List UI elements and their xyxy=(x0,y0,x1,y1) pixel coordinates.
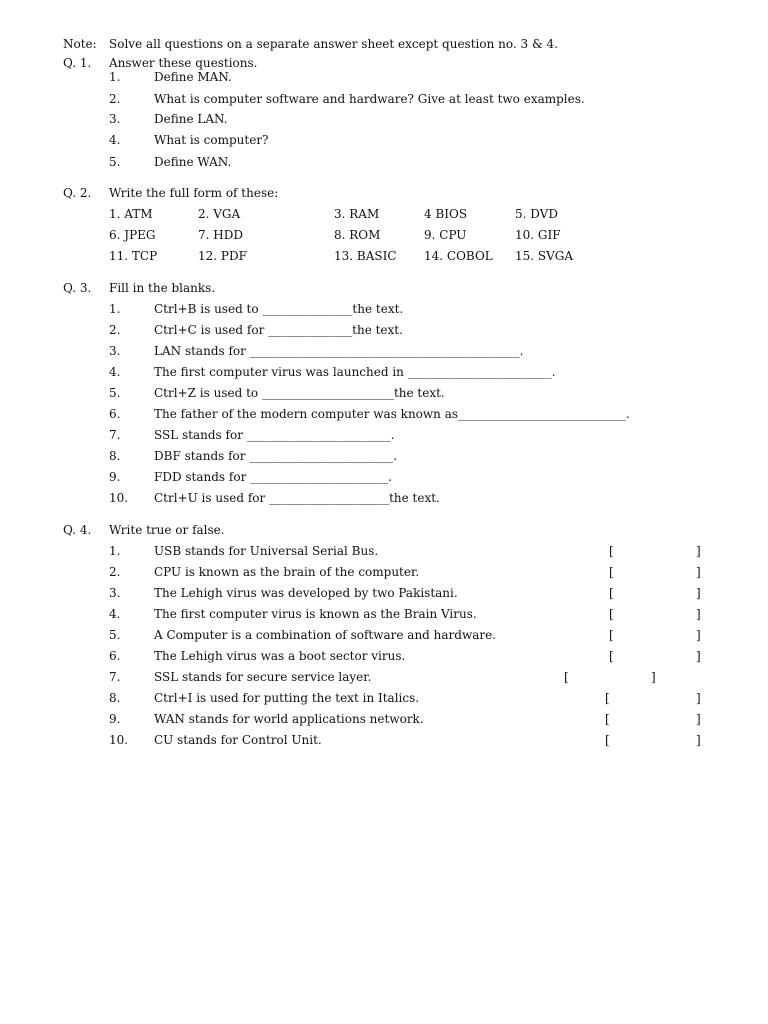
q4-item-number: 6. xyxy=(109,649,121,663)
answer-bracket-close: ] xyxy=(651,670,656,684)
q1-title: Answer these questions. xyxy=(109,56,258,70)
abbreviation-cell: 4 BIOS xyxy=(424,207,468,221)
answer-bracket-close: ] xyxy=(696,544,701,558)
q1-label: Q. 1. xyxy=(63,56,92,70)
q4-item-text: The Lehigh virus was developed by two Pakistani. xyxy=(154,586,458,600)
q1-item-text: What is computer? xyxy=(154,133,269,147)
q4-item-text: SSL stands for secure service layer. xyxy=(154,670,372,684)
answer-bracket-open: [ xyxy=(609,607,614,621)
abbreviation-cell: 3. RAM xyxy=(334,207,380,221)
q3-item-number: 7. xyxy=(109,428,121,442)
q3-item-number: 2. xyxy=(109,323,121,337)
q3-item-text: Ctrl+U is used for ____________________the text. xyxy=(154,491,440,505)
answer-bracket-open: [ xyxy=(605,712,610,726)
abbreviation-cell: 15. SVGA xyxy=(515,249,574,263)
q4-item-text: USB stands for Universal Serial Bus. xyxy=(154,544,379,558)
answer-bracket-close: ] xyxy=(696,712,701,726)
q4-item-text: The Lehigh virus was a boot sector virus. xyxy=(154,649,406,663)
q4-item-number: 5. xyxy=(109,628,121,642)
abbreviation-cell: 8. ROM xyxy=(334,228,381,242)
q1-item-text: Define LAN. xyxy=(154,112,228,126)
answer-bracket-close: ] xyxy=(696,733,701,747)
abbreviation-cell: 2. VGA xyxy=(198,207,241,221)
q3-item-number: 9. xyxy=(109,470,121,484)
q3-item-number: 3. xyxy=(109,344,121,358)
q4-item-text: WAN stands for world applications network. xyxy=(154,712,424,726)
abbreviation-cell: 10. GIF xyxy=(515,228,561,242)
q1-item-number: 3. xyxy=(109,112,121,126)
q2-title: Write the full form of these: xyxy=(109,186,279,200)
q4-item-number: 3. xyxy=(109,586,121,600)
answer-bracket-close: ] xyxy=(696,649,701,663)
q3-label: Q. 3. xyxy=(63,281,92,295)
q4-item-number: 1. xyxy=(109,544,121,558)
q3-item-text: FDD stands for _______________________. xyxy=(154,470,392,484)
q4-item-text: CU stands for Control Unit. xyxy=(154,733,322,747)
abbreviation-cell: 11. TCP xyxy=(109,249,158,263)
q3-item-number: 10. xyxy=(109,491,129,505)
answer-bracket-open: [ xyxy=(605,691,610,705)
abbreviation-cell: 9. CPU xyxy=(424,228,467,242)
q1-item-number: 5. xyxy=(109,155,121,169)
answer-bracket-close: ] xyxy=(696,586,701,600)
abbreviation-cell: 6. JPEG xyxy=(109,228,156,242)
q3-item-text: The father of the modern computer was known as____________________________. xyxy=(154,407,630,421)
q4-item-number: 10. xyxy=(109,733,129,747)
answer-bracket-open: [ xyxy=(609,628,614,642)
q4-item-text: Ctrl+I is used for putting the text in Italics. xyxy=(154,691,420,705)
q4-item-text: A Computer is a combination of software and hardware. xyxy=(154,628,497,642)
q1-item-number: 1. xyxy=(109,70,121,84)
answer-bracket-open: [ xyxy=(564,670,569,684)
q1-item-text: What is computer software and hardware? Give at least two examples. xyxy=(154,92,585,106)
q4-item-number: 7. xyxy=(109,670,121,684)
answer-bracket-close: ] xyxy=(696,691,701,705)
q4-title: Write true or false. xyxy=(109,523,225,537)
q3-item-text: Ctrl+B is used to _______________the text. xyxy=(154,302,404,316)
q4-item-number: 8. xyxy=(109,691,121,705)
q3-item-text: The first computer virus was launched in ________________________. xyxy=(154,365,556,379)
answer-bracket-open: [ xyxy=(609,649,614,663)
abbreviation-cell: 7. HDD xyxy=(198,228,243,242)
answer-bracket-open: [ xyxy=(609,586,614,600)
q4-item-number: 2. xyxy=(109,565,121,579)
q1-item-text: Define MAN. xyxy=(154,70,232,84)
answer-bracket-close: ] xyxy=(696,565,701,579)
abbreviation-cell: 12. PDF xyxy=(198,249,247,263)
note-text: Solve all questions on a separate answer sheet except question no. 3 & 4. xyxy=(109,37,558,51)
abbreviation-cell: 14. COBOL xyxy=(424,249,493,263)
q3-item-number: 8. xyxy=(109,449,121,463)
q4-item-text: CPU is known as the brain of the computer. xyxy=(154,565,420,579)
q4-label: Q. 4. xyxy=(63,523,92,537)
abbreviation-cell: 13. BASIC xyxy=(334,249,397,263)
q4-item-number: 4. xyxy=(109,607,121,621)
q1-item-number: 4. xyxy=(109,133,121,147)
q3-item-text: DBF stands for ________________________. xyxy=(154,449,398,463)
q3-item-text: Ctrl+Z is used to ______________________the text. xyxy=(154,386,445,400)
answer-bracket-open: [ xyxy=(605,733,610,747)
answer-bracket-open: [ xyxy=(609,565,614,579)
q3-item-text: Ctrl+C is used for ______________the text. xyxy=(154,323,403,337)
q3-item-text: LAN stands for _____________________________________________. xyxy=(154,344,524,358)
note-label: Note: xyxy=(63,37,97,51)
abbreviation-cell: 1. ATM xyxy=(109,207,153,221)
q4-item-number: 9. xyxy=(109,712,121,726)
answer-bracket-close: ] xyxy=(696,628,701,642)
answer-bracket-open: [ xyxy=(609,544,614,558)
q2-label: Q. 2. xyxy=(63,186,92,200)
q3-item-text: SSL stands for ________________________. xyxy=(154,428,395,442)
q3-item-number: 6. xyxy=(109,407,121,421)
q1-item-text: Define WAN. xyxy=(154,155,232,169)
abbreviation-cell: 5. DVD xyxy=(515,207,558,221)
q3-item-number: 5. xyxy=(109,386,121,400)
q1-item-number: 2. xyxy=(109,92,121,106)
q3-title: Fill in the blanks. xyxy=(109,281,216,295)
q4-item-text: The first computer virus is known as the Brain Virus. xyxy=(154,607,477,621)
q3-item-number: 4. xyxy=(109,365,121,379)
q3-item-number: 1. xyxy=(109,302,121,316)
answer-bracket-close: ] xyxy=(696,607,701,621)
